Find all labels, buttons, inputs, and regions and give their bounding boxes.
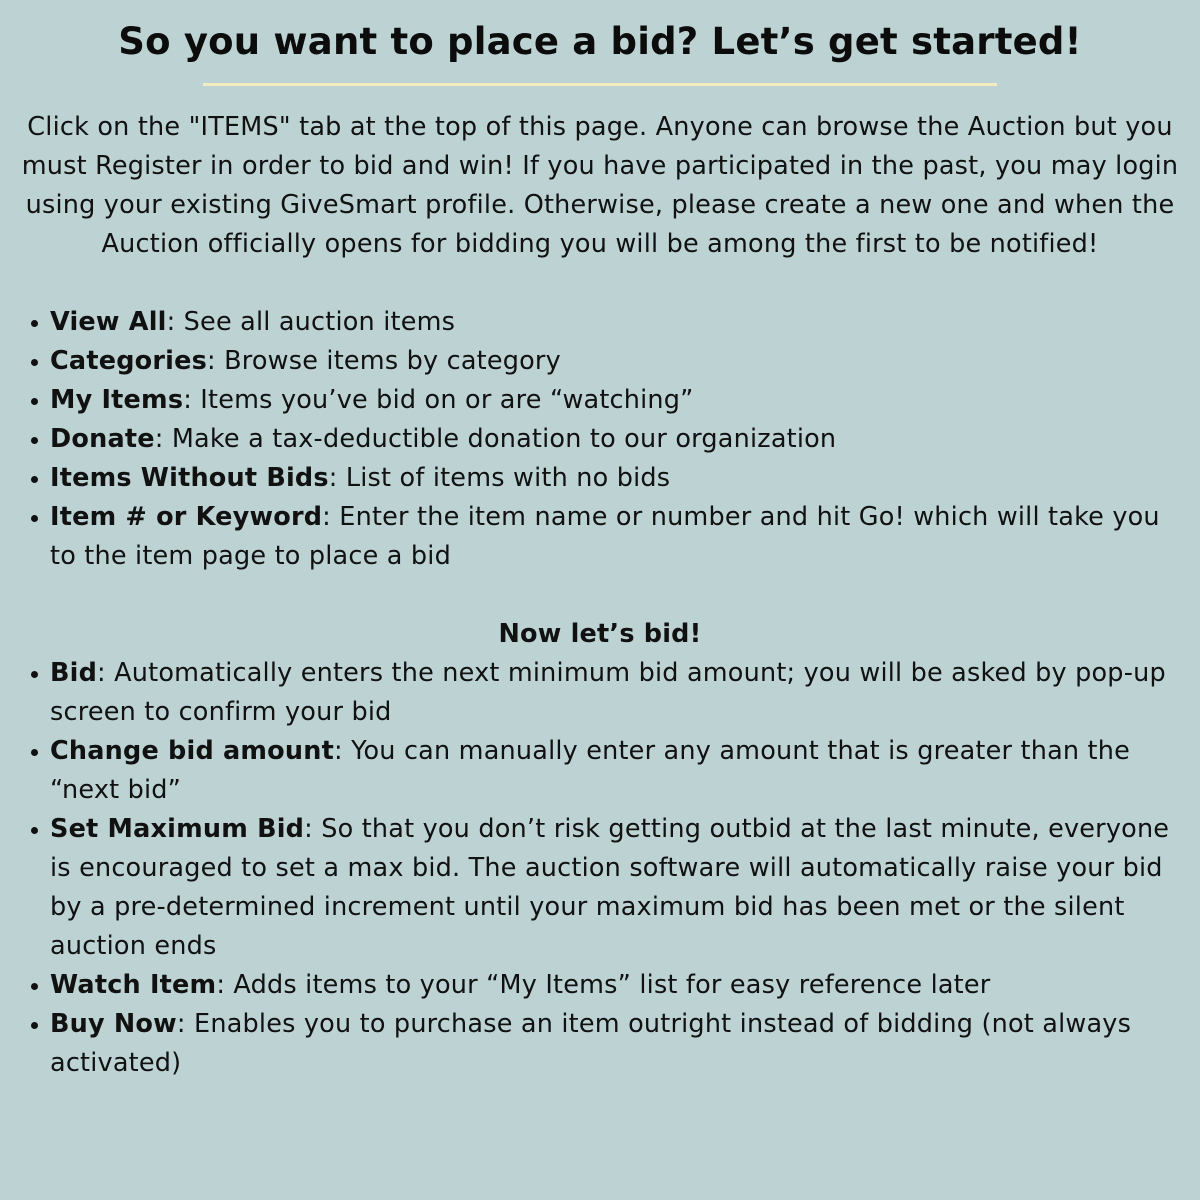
list-item bbox=[50, 420, 1188, 459]
item-desc: : Enables you to purchase an item outright instead of bidding (not always activated) bbox=[50, 1009, 1132, 1078]
list-item bbox=[50, 810, 1188, 966]
list-item bbox=[50, 966, 1188, 1005]
item-desc: : List of items with no bids bbox=[328, 463, 671, 493]
item-term: Categories bbox=[50, 346, 207, 376]
item-term: Donate bbox=[50, 424, 155, 454]
list-item bbox=[50, 654, 1188, 732]
bid-heading: Now let’s bid! bbox=[498, 619, 702, 649]
item-desc: : Adds items to your “My Items” list for easy reference later bbox=[216, 970, 991, 1000]
item-desc: : See all auction items bbox=[166, 307, 456, 337]
list-item bbox=[50, 498, 1188, 576]
item-term: Buy Now bbox=[50, 1009, 177, 1039]
item-desc: : You can manually enter any amount that is greater than the “next bid” bbox=[50, 736, 1131, 805]
list-item bbox=[50, 342, 1188, 381]
item-term: View All bbox=[50, 307, 167, 337]
list-item bbox=[50, 1005, 1188, 1083]
list-item bbox=[50, 303, 1188, 342]
item-term: Item # or Keyword bbox=[50, 502, 323, 532]
item-desc: : Make a tax-deductible donation to our organization bbox=[154, 424, 837, 454]
list-item bbox=[50, 381, 1188, 420]
list-item bbox=[50, 459, 1188, 498]
title-divider bbox=[203, 83, 997, 86]
item-term: Items Without Bids bbox=[50, 463, 329, 493]
list-item bbox=[50, 732, 1188, 810]
item-desc: : Items you’ve bid on or are “watching” bbox=[183, 385, 694, 415]
page-title: So you want to place a bid? Let’s get started! bbox=[118, 20, 1082, 63]
item-term: Set Maximum Bid bbox=[50, 814, 305, 844]
intro-paragraph: Click on the "ITEMS" tab at the top of this page. Anyone can browse the Auction but you must Register in order to bid and win! If you have participated in the past, you may login using your existing GiveSmart profile. Otherwise, please create a new one and when the Auction officially opens for bidding you will be among the first to be notified! bbox=[21, 112, 1179, 259]
item-term: Watch Item bbox=[50, 970, 217, 1000]
item-desc: : Browse items by category bbox=[206, 346, 561, 376]
item-desc: : Automatically enters the next minimum bid amount; you will be asked by pop-up screen to confirm your bid bbox=[50, 658, 1166, 727]
item-desc: : Enter the item name or number and hit Go! which will take you to the item page to place a bid bbox=[50, 502, 1160, 571]
item-term: My Items bbox=[50, 385, 184, 415]
items-tab-list bbox=[12, 303, 1188, 576]
item-term: Change bid amount bbox=[50, 736, 334, 766]
item-term: Bid bbox=[50, 658, 98, 688]
item-desc: : So that you don’t risk getting outbid at the last minute, everyone is encouraged to set a max bid. The auction software will automatically raise your bid by a pre-determined increment until your maximum bid has been met or the silent auction ends bbox=[50, 814, 1170, 961]
bid-options-list bbox=[12, 654, 1188, 1083]
